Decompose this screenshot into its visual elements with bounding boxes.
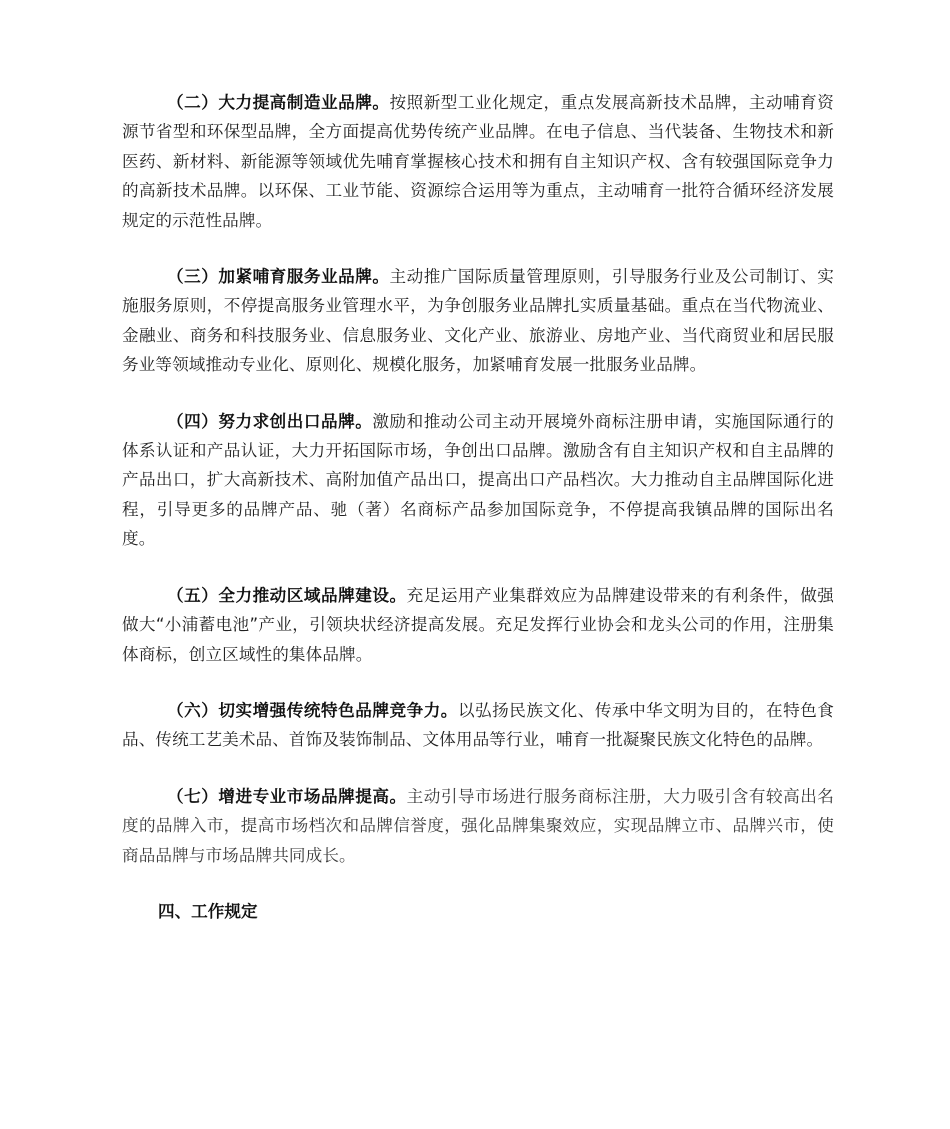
section-heading: 四、工作规定	[158, 901, 258, 921]
paragraph-lead: （二）大力提高制造业品牌。	[167, 93, 390, 112]
paragraph-body: 充足运用产业集群效应为品牌建设带来的有利条件，做强做大“小浦蓄电池”产业，引领块状经济提高发展。充足发挥行业协会和龙头公司的作用，注册集体商标，创立区域性的集体品牌。	[122, 585, 835, 664]
paragraph-manufacturing-brands	[122, 88, 834, 235]
paragraph-lead: （六）切实增强传统特色品牌竞争力。	[167, 700, 458, 720]
paragraph-export-brands	[122, 407, 834, 554]
paragraph-lead: （五）全力推动区域品牌建设。	[167, 585, 407, 605]
paragraph-lead: （四）努力求创出口品牌。	[167, 411, 373, 431]
paragraph-service-brands	[122, 262, 834, 380]
paragraph-body: 主动推广国际质量管理原则，引导服务行业及公司制订、实施服务原则，不停提高服务业管理水平，为争创服务业品牌扎实质量基础。重点在当代物流业、金融业、商务和科技服务业、信息服务业、文化产业、旅游业、房地产业、当代商贸业和居民服务业等领域推动专业化、原则化、规模化服务，加紧哺育发展一批服务业品牌。	[122, 267, 834, 375]
paragraph-traditional-brands	[122, 696, 834, 755]
paragraph-body: 主动引导市场进行服务商标注册，大力吸引含有较高出名度的品牌入市，提高市场档次和品牌信誉度，强化品牌集聚效应，实现品牌立市、品牌兴市，使商品品牌与市场品牌共同成长。	[122, 786, 835, 865]
paragraph-body: 以弘扬民族文化、传承中华文明为目的，在特色食品、传统工艺美术品、首饰及装饰制品、文体用品等行业，哺育一批凝聚民族文化特色的品牌。	[122, 700, 835, 750]
paragraph-body: 按照新型工业化规定，重点发展高新技术品牌，主动哺育资源节省型和环保型品牌，全方面提高优势传统产业品牌。在电子信息、当代装备、生物技术和新医药、新材料、新能源等领域优先哺育掌握核心技术和拥有自主知识产权、含有较强国际竞争力的高新技术品牌。以环保、工业节能、资源综合运用等为重点，主动哺育一批符合循环经济发展规定的示范性品牌。	[122, 93, 834, 230]
paragraph-lead: （七）增进专业市场品牌提高。	[167, 786, 407, 806]
paragraph-body: 激励和推动公司主动开展境外商标注册申请，实施国际通行的体系认证和产品认证，大力开拓国际市场，争创出口品牌。激励含有自主知识产权和自主品牌的产品出口，扩大高新技术、高附加值产品出口，提高出口产品档次。大力推动自主品牌国际化进程，引导更多的品牌产品、驰（著）名商标产品参加国际竞争，不停提高我镇品牌的国际出名度。	[122, 411, 834, 549]
paragraph-lead: （三）加紧哺育服务业品牌。	[167, 267, 390, 287]
document-page	[122, 88, 834, 926]
paragraph-market-brands	[122, 782, 834, 870]
paragraph-regional-brands	[122, 581, 834, 669]
